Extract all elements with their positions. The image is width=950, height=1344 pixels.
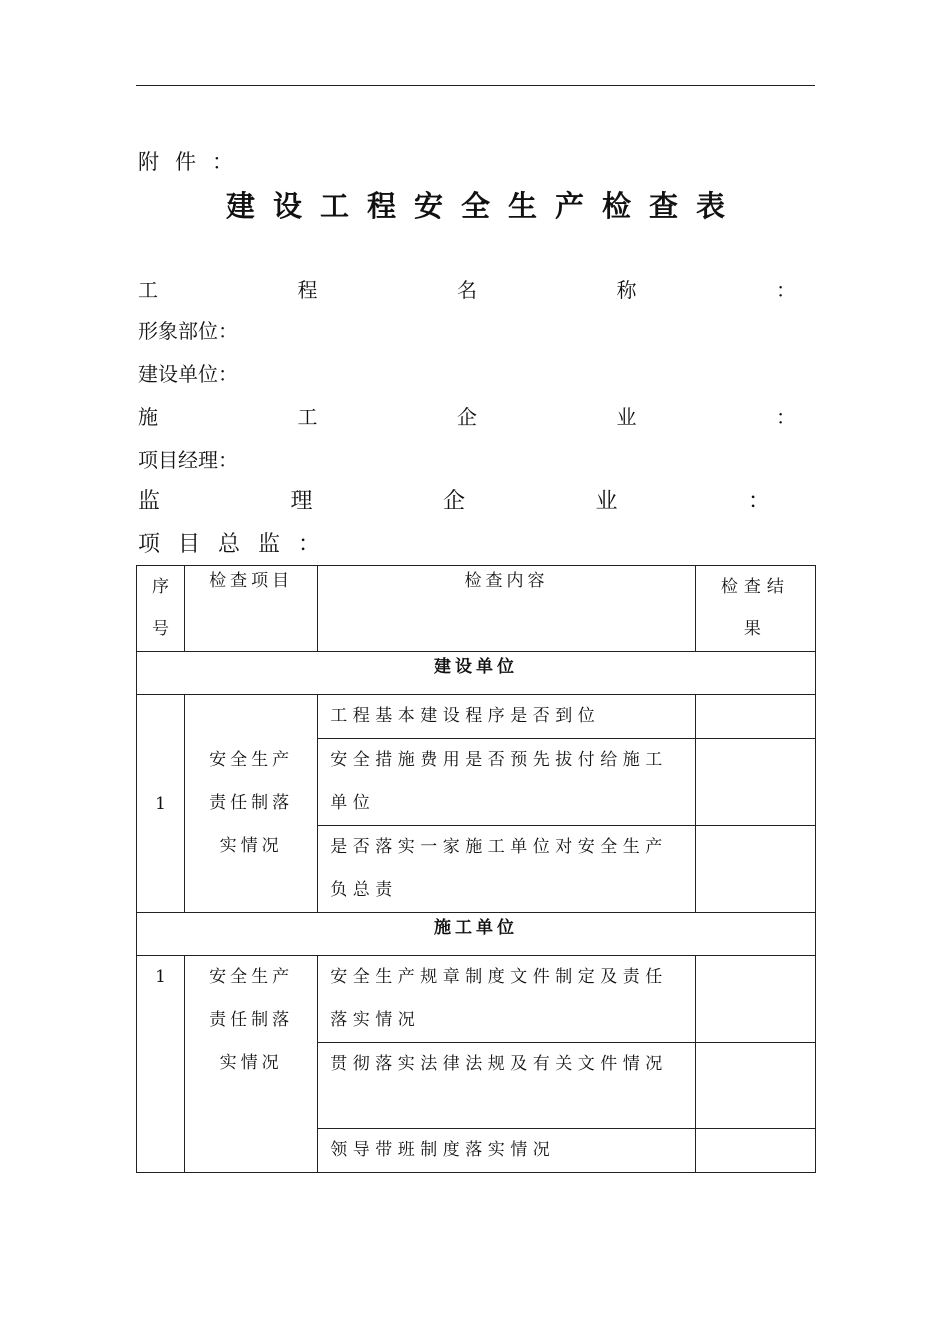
field-char: 称 — [616, 278, 637, 302]
header-no — [137, 566, 185, 652]
field-char: ： — [776, 278, 796, 302]
table-header-row — [137, 566, 816, 652]
check-result-cell[interactable] — [695, 826, 815, 913]
check-content: 工程基本建设程序是否到位 — [318, 695, 696, 739]
field-chief-supervisor: 项目总监： — [138, 532, 339, 557]
document-title: 建设工程安全生产检查表 — [225, 189, 743, 223]
field-project-name — [138, 276, 796, 304]
field-char: 企 — [457, 405, 477, 429]
check-result-cell[interactable] — [695, 695, 815, 739]
check-content: 是否落实一家施工单位对安全生产负总责 — [318, 826, 696, 913]
field-image-part: 形象部位： — [138, 319, 238, 343]
field-char: ： — [776, 405, 796, 429]
check-result-cell[interactable] — [695, 956, 815, 1043]
field-construction-unit: 建设单位： — [138, 362, 238, 386]
field-char: 企 — [442, 489, 465, 514]
check-item-line: 安全生产 — [209, 967, 294, 987]
section-row — [137, 652, 816, 695]
field-char: 业 — [616, 405, 637, 429]
header-item: 检查项目 — [185, 566, 318, 652]
row-number: 1 — [137, 956, 185, 1173]
header-result-line: 果 — [743, 619, 767, 639]
check-content: 安全生产规章制度文件制定及责任落实情况 — [318, 956, 696, 1043]
field-supervisor — [138, 488, 770, 516]
field-char: 施 — [138, 405, 158, 429]
check-item-line: 责任制落 — [209, 793, 294, 813]
field-project-manager: 项目经理： — [138, 448, 238, 472]
field-contractor — [138, 403, 796, 431]
field-char: 业 — [595, 489, 618, 514]
field-char: 监 — [138, 489, 161, 514]
field-char: 理 — [290, 489, 313, 514]
field-char: 程 — [297, 278, 318, 302]
field-char: ： — [747, 489, 770, 514]
check-result-cell[interactable] — [695, 739, 815, 826]
section-title: 施工单位 — [137, 913, 816, 956]
check-item-line: 实情况 — [219, 1053, 283, 1073]
header-no-line: 序 — [152, 577, 170, 597]
inspection-table — [136, 565, 816, 1173]
header-result-line: 检查结 — [720, 577, 790, 597]
section-title: 建设单位 — [137, 652, 816, 695]
field-char: 名 — [457, 278, 477, 302]
check-item — [185, 695, 318, 913]
section-row — [137, 913, 816, 956]
check-content: 贯彻落实法律法规及有关文件情况 — [318, 1043, 696, 1129]
check-item-line: 实情况 — [219, 836, 283, 856]
field-char: 工 — [138, 278, 158, 302]
check-item-line: 安全生产 — [209, 750, 294, 770]
check-content: 领导带班制度落实情况 — [318, 1129, 696, 1173]
header-no-line: 号 — [152, 619, 170, 639]
check-item — [185, 956, 318, 1173]
field-char: 工 — [297, 405, 318, 429]
check-result-cell[interactable] — [695, 1129, 815, 1173]
header-rule — [136, 85, 815, 86]
check-result-cell[interactable] — [695, 1043, 815, 1129]
header-result — [695, 566, 815, 652]
row-number: 1 — [137, 695, 185, 913]
check-content: 安全措施费用是否预先拔付给施工单位 — [318, 739, 696, 826]
annex-label: 附件： — [138, 150, 249, 174]
table-row — [137, 695, 816, 739]
table-row — [137, 956, 816, 1043]
check-item-line: 责任制落 — [209, 1010, 294, 1030]
header-content: 检查内容 — [318, 566, 696, 652]
